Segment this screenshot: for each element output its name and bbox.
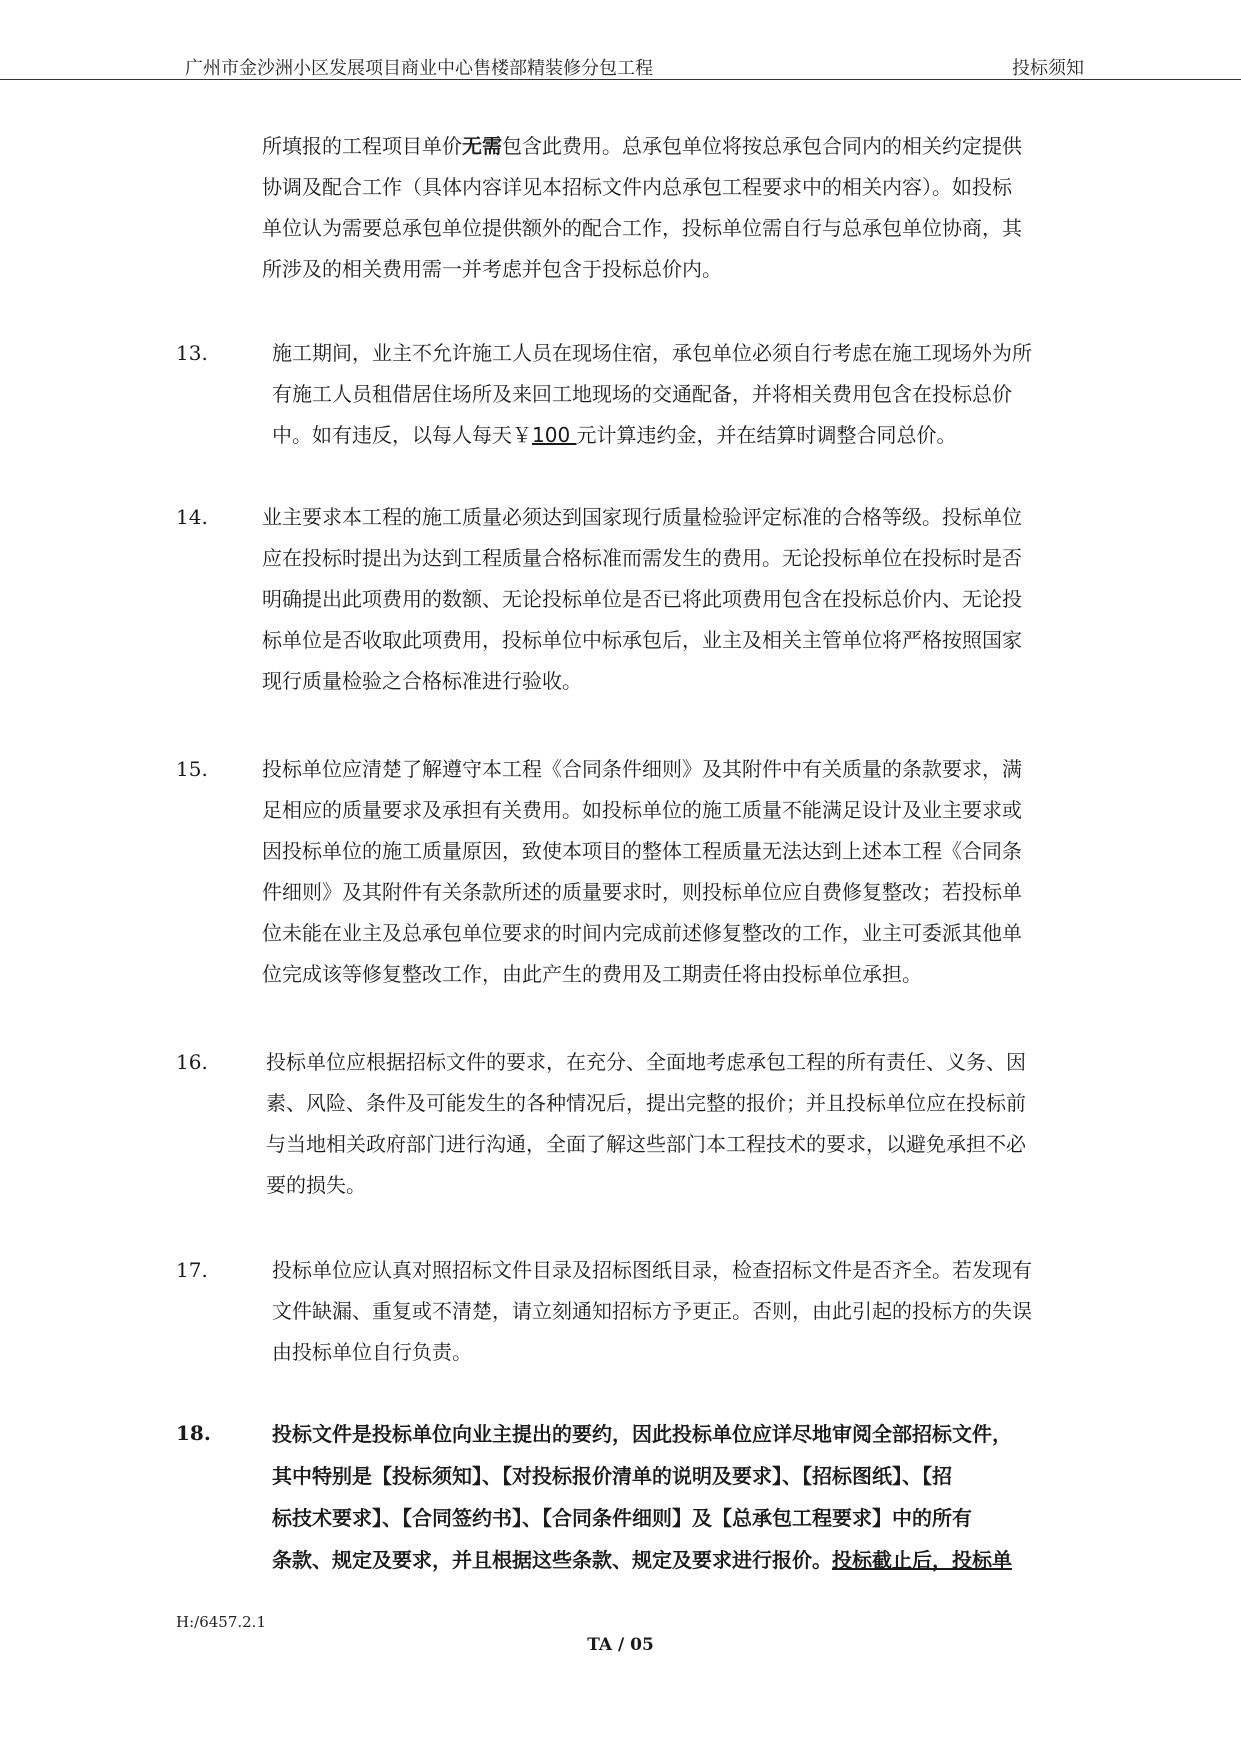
text-line: 足相应的质量要求及承担有关费用。如投标单位的施工质量不能满足设计及业主要求或 <box>262 798 1022 822</box>
underlined-text: 投标截止后，投标单 <box>832 1548 1012 1572</box>
text-line: 明确提出此项费用的数额、无论投标单位是否已将此项费用包含在投标总价内、无论投 <box>262 587 1022 611</box>
item-18-paragraph <box>272 1413 1104 1581</box>
text-run: 中。如有违反，以每人每天￥ <box>272 423 532 447</box>
item-17-paragraph <box>272 1250 1104 1373</box>
text-line: 投标单位应清楚了解遵守本工程《合同条件细则》及其附件中有关质量的条款要求，满 <box>262 757 1022 781</box>
text-run: 条款、规定及要求，并且根据这些条款、规定及要求进行报价。 <box>272 1548 832 1572</box>
item-15-paragraph <box>262 749 1104 995</box>
text-line <box>272 1539 1104 1581</box>
underlined-amount: 100 <box>532 423 577 447</box>
continuation-paragraph <box>262 126 1104 290</box>
text-line: 施工期间，业主不允许施工人员在现场住宿，承包单位必须自行考虑在施工现场外为所 <box>272 341 1032 365</box>
text-line <box>272 415 1104 456</box>
item-number: 16. <box>176 1050 208 1074</box>
item-number: 17. <box>176 1258 208 1282</box>
text-line: 文件缺漏、重复或不清楚，请立刻通知招标方予更正。否则，由此引起的投标方的失误 <box>272 1299 1032 1323</box>
text-run: 元计算违约金，并在结算时调整合同总价。 <box>576 423 957 447</box>
header-project-title: 广州市金沙洲小区发展项目商业中心售楼部精装修分包工程 <box>185 58 653 79</box>
text-line: 由投标单位自行负责。 <box>272 1340 472 1364</box>
page-number: TA / 05 <box>587 1635 654 1655</box>
text-line: 标单位是否收取此项费用，投标单位中标承包后，业主及相关主管单位将严格按照国家 <box>262 628 1022 652</box>
text-line: 业主要求本工程的施工质量必须达到国家现行质量检验评定标准的合格等级。投标单位 <box>262 505 1022 529</box>
header-section-title: 投标须知 <box>1012 58 1084 79</box>
text-line: 与当地相关政府部门进行沟通，全面了解这些部门本工程技术的要求，以避免承担不必 <box>266 1132 1026 1156</box>
page-header <box>0 0 1241 80</box>
file-reference: H:/6457.2.1 <box>176 1613 266 1631</box>
item-number: 18. <box>176 1421 211 1445</box>
text-line: 素、风险、条件及可能发生的各种情况后，提出完整的报价；并且投标单位应在投标前 <box>266 1091 1026 1115</box>
text-line: 有施工人员租借居住场所及来回工地现场的交通配备，并将相关费用包含在投标总价 <box>272 382 1012 406</box>
text-line: 投标文件是投标单位向业主提出的要约，因此投标单位应详尽地审阅全部招标文件， <box>272 1422 1012 1446</box>
item-14-paragraph <box>262 497 1104 702</box>
text-line: 要的损失。 <box>266 1173 366 1197</box>
text-line: 所涉及的相关费用需一并考虑并包含于投标总价内。 <box>262 257 722 281</box>
text-run: 所填报的工程项目单价 <box>262 134 462 158</box>
text-line: 投标单位应认真对照招标文件目录及招标图纸目录，检查招标文件是否齐全。若发现有 <box>272 1258 1032 1282</box>
text-line: 应在投标时提出为达到工程质量合格标准而需发生的费用。无论投标单位在投标时是否 <box>262 546 1022 570</box>
text-line: 投标单位应根据招标文件的要求，在充分、全面地考虑承包工程的所有责任、义务、因 <box>266 1050 1026 1074</box>
item-number: 13. <box>176 341 208 365</box>
bold-text: 无需 <box>462 134 502 158</box>
text-line: 位完成该等修复整改工作，由此产生的费用及工期责任将由投标单位承担。 <box>262 962 922 986</box>
text-line: 标技术要求】、【合同签约书】、【合同条件细则】及【总承包工程要求】中的所有 <box>272 1506 972 1530</box>
item-number: 15. <box>176 757 208 781</box>
text-line: 因投标单位的施工质量原因，致使本项目的整体工程质量无法达到上述本工程《合同条 <box>262 839 1022 863</box>
item-number: 14. <box>176 505 208 529</box>
text-line: 现行质量检验之合格标准进行验收。 <box>262 669 582 693</box>
item-13-paragraph <box>272 333 1104 456</box>
text-line: 位未能在业主及总承包单位要求的时间内完成前述修复整改的工作，业主可委派其他单 <box>262 921 1022 945</box>
text-run: 包含此费用。总承包单位将按总承包合同内的相关约定提供 <box>502 134 1022 158</box>
text-line: 协调及配合工作（具体内容详见本招标文件内总承包工程要求中的相关内容）。如投标 <box>262 175 1012 199</box>
text-line: 其中特别是【投标须知】、【对投标报价清单的说明及要求】、【招标图纸】、【招 <box>272 1464 952 1488</box>
text-line: 件细则》及其附件有关条款所述的质量要求时，则投标单位应自费修复整改；若投标单 <box>262 880 1022 904</box>
header-divider <box>0 79 1241 80</box>
text-line: 单位认为需要总承包单位提供额外的配合工作，投标单位需自行与总承包单位协商，其 <box>262 216 1022 240</box>
text-line <box>262 126 1104 167</box>
item-16-paragraph <box>266 1042 1104 1206</box>
